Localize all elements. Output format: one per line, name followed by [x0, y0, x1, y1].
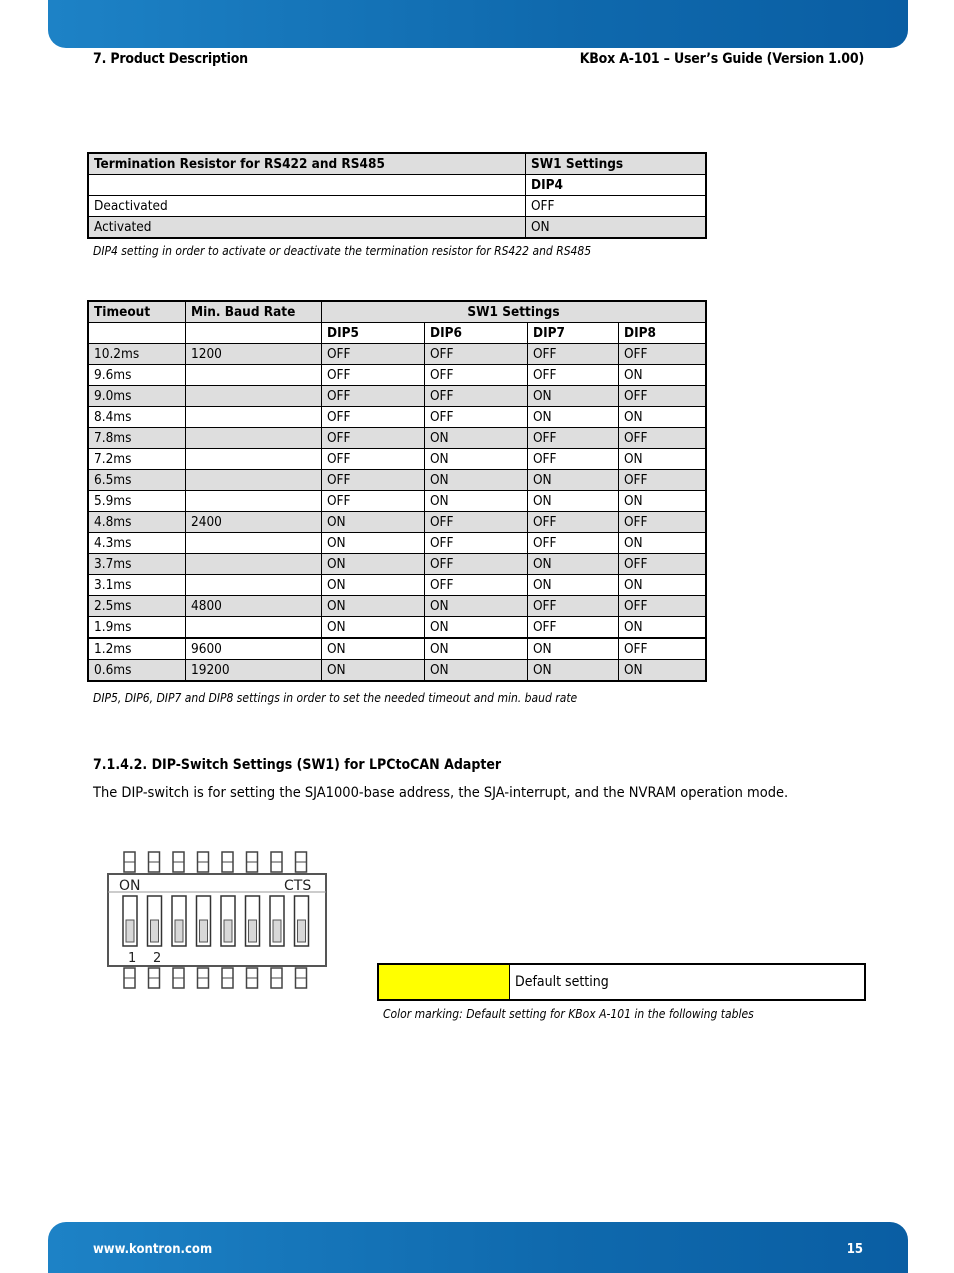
table-cell [186, 575, 322, 596]
table-cell [186, 554, 322, 575]
table-cell: OFF [425, 512, 528, 533]
dip-switch-knob [151, 920, 159, 942]
table-row [88, 344, 706, 365]
table-cell: ON [425, 617, 528, 639]
table-cell: 19200 [186, 660, 322, 682]
table-header: Termination Resistor for RS422 and RS485 [88, 153, 526, 175]
table-cell: 1.2ms [88, 638, 186, 660]
table-cell: 7.2ms [88, 449, 186, 470]
table-cell [186, 365, 322, 386]
table-cell: OFF [425, 365, 528, 386]
table-cell [186, 533, 322, 554]
timeout-table [87, 300, 707, 682]
table-cell: OFF [528, 512, 619, 533]
dip-bottom-pins [124, 968, 307, 988]
dip-brand-label: CTS [284, 878, 312, 894]
table-cell: ON [322, 638, 425, 660]
dip-number-2: 2 [153, 951, 162, 966]
termination-table-caption: DIP4 setting in order to activate or deactivate the termination resistor for RS422 and RS485 [93, 244, 592, 258]
table-cell: 0.6ms [88, 660, 186, 682]
table-cell [88, 323, 186, 344]
table-header: Timeout [88, 301, 186, 323]
table-cell: ON [528, 638, 619, 660]
table-row [88, 617, 706, 639]
table-cell: ON [528, 470, 619, 491]
table-cell: ON [528, 407, 619, 428]
table-cell: Activated [88, 217, 526, 239]
table-cell: OFF [619, 512, 707, 533]
table-cell: OFF [528, 533, 619, 554]
dip-number-1: 1 [128, 951, 137, 966]
table-row [88, 386, 706, 407]
table-cell [186, 323, 322, 344]
legend-label: Default setting [510, 964, 866, 1000]
dip-on-label: ON [119, 878, 141, 894]
table-row [88, 575, 706, 596]
table-cell: 3.7ms [88, 554, 186, 575]
header-section: 7. Product Description [93, 51, 248, 67]
table-cell: OFF [425, 554, 528, 575]
header-bar [48, 0, 908, 48]
table-cell: OFF [619, 470, 707, 491]
table-row [88, 638, 706, 660]
table-cell: ON [322, 617, 425, 639]
table-cell [186, 428, 322, 449]
table-cell: 10.2ms [88, 344, 186, 365]
section-heading: 7.1.4.2. DIP-Switch Settings (SW1) for LPCtoCAN Adapter [93, 757, 502, 773]
table-cell: OFF [619, 638, 707, 660]
table-subheader: DIP4 [526, 175, 707, 196]
table-row [88, 533, 706, 554]
table-cell [186, 407, 322, 428]
table-cell: OFF [526, 196, 707, 217]
table-cell: 4.3ms [88, 533, 186, 554]
table-cell: 4.8ms [88, 512, 186, 533]
table-cell: 8.4ms [88, 407, 186, 428]
table-cell: ON [619, 365, 707, 386]
table-header: Min. Baud Rate [186, 301, 322, 323]
table-cell: OFF [322, 365, 425, 386]
table-cell: ON [528, 386, 619, 407]
table-cell: 9.0ms [88, 386, 186, 407]
table-cell: ON [619, 575, 707, 596]
table-cell: 7.8ms [88, 428, 186, 449]
dip-switch-knob [224, 920, 232, 942]
table-cell: ON [322, 596, 425, 617]
table-cell: OFF [528, 449, 619, 470]
body-paragraph: The DIP-switch is for setting the SJA1000-base address, the SJA-interrupt, and the NVRAM operation mode. [93, 785, 789, 801]
table-cell: ON [619, 533, 707, 554]
table-cell: OFF [528, 365, 619, 386]
footer-url[interactable]: www.kontron.com [93, 1242, 213, 1257]
table-cell: ON [425, 491, 528, 512]
table-header: SW1 Settings [526, 153, 707, 175]
table-row [88, 660, 706, 682]
dip-switch-knob [175, 920, 183, 942]
table-cell: OFF [425, 575, 528, 596]
table-cell: OFF [322, 449, 425, 470]
table-cell: ON [528, 575, 619, 596]
table-cell [186, 449, 322, 470]
default-color-swatch [378, 964, 510, 1000]
table-cell: ON [619, 491, 707, 512]
table-subheader: DIP8 [619, 323, 707, 344]
page-number: 15 [846, 1242, 863, 1257]
table-cell: 5.9ms [88, 491, 186, 512]
table-cell: OFF [322, 407, 425, 428]
table-cell: OFF [528, 428, 619, 449]
table-cell: OFF [322, 491, 425, 512]
table-cell: ON [322, 533, 425, 554]
table-cell: ON [322, 575, 425, 596]
table-cell: ON [425, 660, 528, 682]
table-cell: OFF [322, 344, 425, 365]
dip-switch-knob [273, 920, 281, 942]
termination-table [87, 152, 707, 239]
header-doc-title: KBox A-101 – User’s Guide (Version 1.00) [579, 51, 864, 67]
table-row [88, 428, 706, 449]
table-cell: OFF [425, 533, 528, 554]
table-cell: 9.6ms [88, 365, 186, 386]
table-row [88, 365, 706, 386]
table-cell: 4800 [186, 596, 322, 617]
table-cell: OFF [425, 386, 528, 407]
dip-switch-knob [200, 920, 208, 942]
dip-switch-diagram [104, 850, 332, 990]
table-subheader: DIP5 [322, 323, 425, 344]
table-row [88, 407, 706, 428]
table-cell: 3.1ms [88, 575, 186, 596]
dip-switch-knob [298, 920, 306, 942]
table-cell: Deactivated [88, 196, 526, 217]
table-cell: OFF [528, 344, 619, 365]
table-cell: 6.5ms [88, 470, 186, 491]
table-cell: OFF [619, 386, 707, 407]
table-cell: ON [425, 470, 528, 491]
color-legend [377, 963, 866, 1001]
legend-caption: Color marking: Default setting for KBox A-101 in the following tables [383, 1007, 754, 1021]
table-row [88, 596, 706, 617]
table-cell: OFF [619, 344, 707, 365]
table-row [88, 470, 706, 491]
table-cell: OFF [528, 596, 619, 617]
table-header: SW1 Settings [322, 301, 707, 323]
timeout-table-caption: DIP5, DIP6, DIP7 and DIP8 settings in order to set the needed timeout and min. baud rate [93, 691, 578, 705]
table-cell [186, 470, 322, 491]
table-cell: OFF [528, 617, 619, 639]
dip-switch-knob [126, 920, 134, 942]
table-subheader: DIP6 [425, 323, 528, 344]
table-row [88, 449, 706, 470]
table-cell: OFF [425, 407, 528, 428]
table-cell: ON [619, 449, 707, 470]
table-cell: ON [528, 554, 619, 575]
table-cell: 1200 [186, 344, 322, 365]
table-subheader: DIP7 [528, 323, 619, 344]
table-cell: ON [528, 660, 619, 682]
table-cell: OFF [619, 596, 707, 617]
table-cell: OFF [322, 470, 425, 491]
table-cell: ON [526, 217, 707, 239]
table-cell: OFF [322, 386, 425, 407]
table-cell [186, 617, 322, 639]
table-cell: ON [322, 660, 425, 682]
table-cell: ON [322, 554, 425, 575]
table-cell [88, 175, 526, 196]
table-cell: ON [619, 617, 707, 639]
table-cell: 9600 [186, 638, 322, 660]
table-cell: OFF [322, 428, 425, 449]
table-cell: ON [425, 638, 528, 660]
table-row [88, 554, 706, 575]
table-cell: 1.9ms [88, 617, 186, 639]
table-cell: ON [528, 491, 619, 512]
table-cell [186, 386, 322, 407]
dip-top-pins [124, 852, 307, 872]
table-cell: 2.5ms [88, 596, 186, 617]
table-cell: ON [425, 428, 528, 449]
table-cell: ON [425, 449, 528, 470]
table-cell: OFF [619, 554, 707, 575]
table-cell [186, 491, 322, 512]
table-cell: ON [322, 512, 425, 533]
table-cell: 2400 [186, 512, 322, 533]
dip-switch-knob [249, 920, 257, 942]
table-row [88, 512, 706, 533]
table-cell: OFF [425, 344, 528, 365]
table-cell: ON [619, 407, 707, 428]
table-cell: ON [619, 660, 707, 682]
table-row [88, 491, 706, 512]
table-cell: ON [425, 596, 528, 617]
table-cell: OFF [619, 428, 707, 449]
